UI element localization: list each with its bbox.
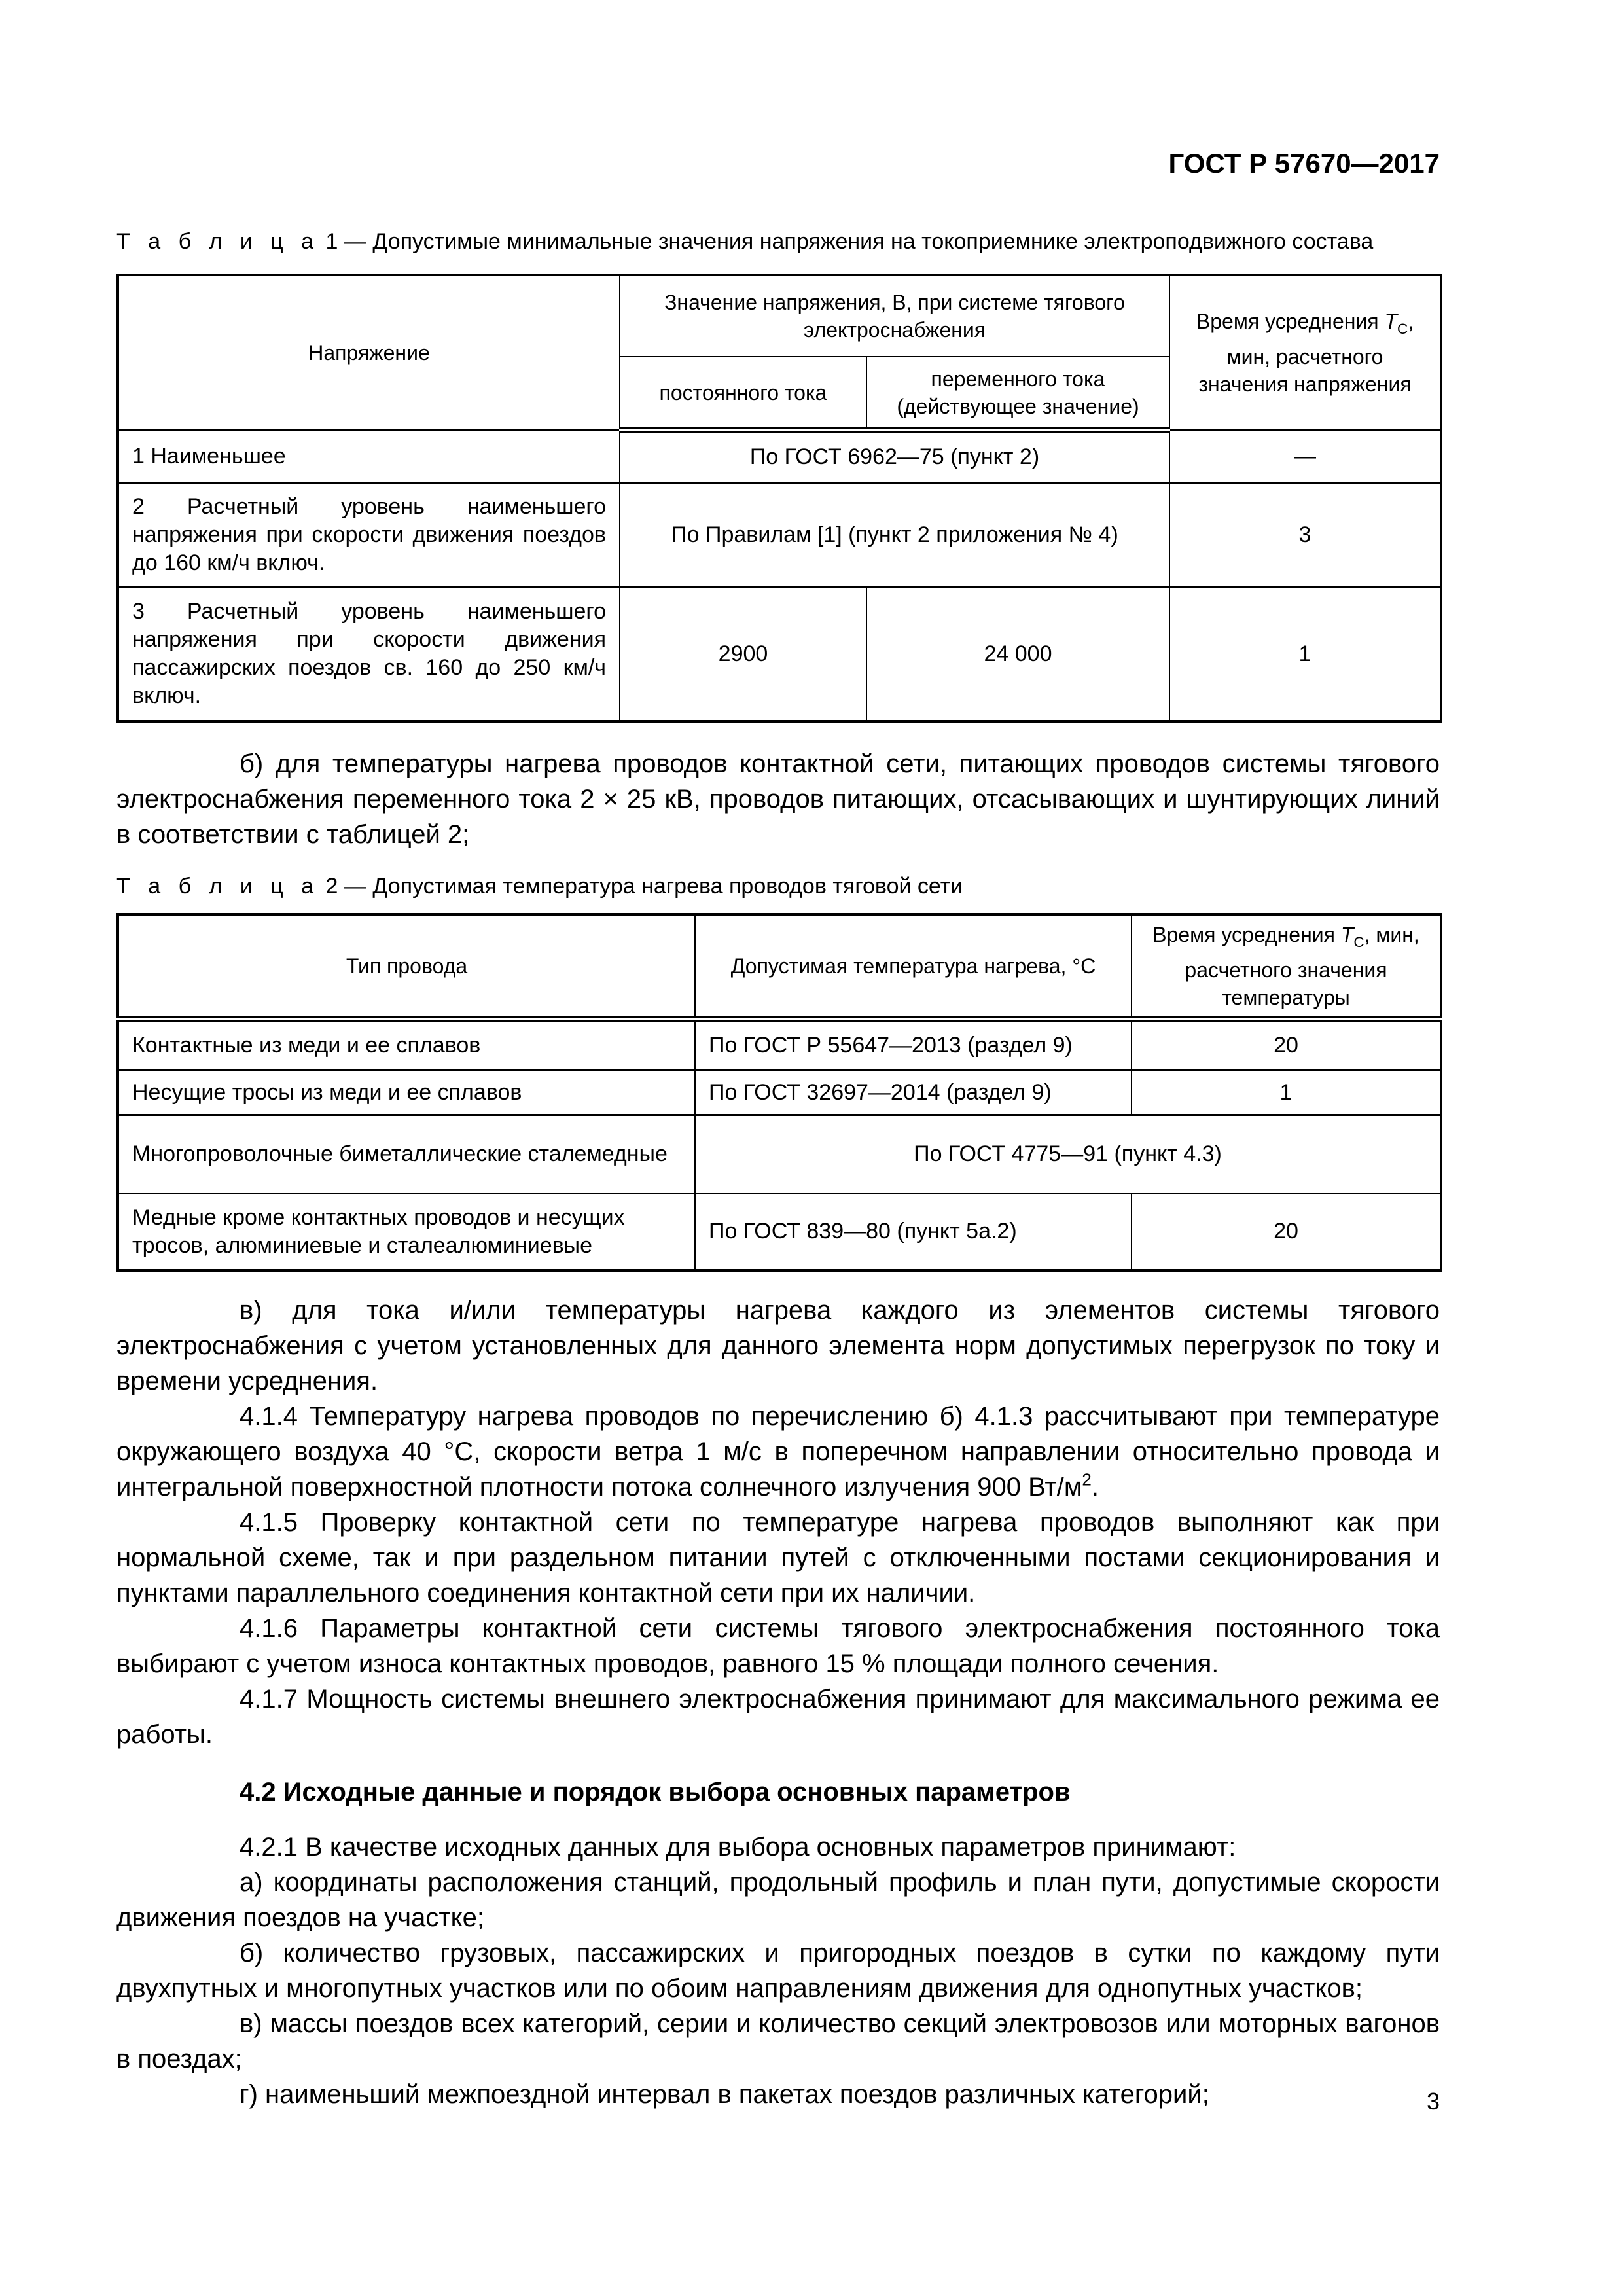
list-item-b: б) количество грузовых, пассажирских и пригородных поездов в сутки по каждому пути двухпутных и многопутных участков или по обоим направлениям движения для однопутных участков; — [116, 1939, 1440, 2003]
table-row — [118, 482, 1441, 587]
avg-time-prefix: Время усреднения — [1196, 309, 1385, 333]
table1-caption — [116, 229, 1373, 255]
table2-cell-wire-type: Контактные из меди и ее сплавов — [118, 1019, 695, 1070]
table1-cell-value: По ГОСТ 6962—75 (пункт 2) — [620, 430, 1169, 482]
avg-time-prefix: Время усреднения — [1152, 923, 1341, 947]
table2-cell-temperature: По ГОСТ Р 55647—2013 (раздел 9) — [695, 1019, 1132, 1070]
list-item-a: а) координаты расположения станций, продольный профиль и план пути, допустимые скорости движения поездов на участке; — [116, 1868, 1440, 1932]
table-row — [118, 1193, 1441, 1270]
paragraph-b: б) для температуры нагрева проводов контактной сети, питающих проводов системы тягового электроснабжения переменного тока 2 × 25 кВ, проводов питающих, отсасывающих и шунтирующих линий в соответствии с таблицей 2; — [116, 749, 1440, 849]
table1 — [116, 274, 1442, 723]
paragraph-4-1-4-text: 4.1.4 Температуру нагрева проводов по перечислению б) 4.1.3 рассчитывают при температуре окружающего воздуха 40 °С, скорости ветра 1 м/с в поперечном направлении относительно провода и интегральной поверхностной плотности потока солнечного излучения 900 Вт/м — [116, 1402, 1440, 1501]
table2-cell-wire-type: Многопроволочные биметаллические сталемедные — [118, 1115, 695, 1193]
table2-cell-temperature: По ГОСТ 839—80 (пункт 5а.2) — [695, 1193, 1132, 1270]
table2-cell-time: 1 — [1132, 1070, 1441, 1115]
table1-header-dc: постоянного тока — [620, 357, 866, 430]
document-code: ГОСТ Р 57670—2017 — [1168, 148, 1440, 179]
table2-cell-wire-type: Медные кроме контактных проводов и несущих тросов, алюминиевые и сталеалюминиевые — [118, 1193, 695, 1270]
table1-cell-dc: 2900 — [620, 587, 866, 721]
table-row — [118, 1115, 1441, 1193]
table1-header-ac: переменного тока (действующее значение) — [866, 357, 1169, 430]
table1-cell-voltage: 3 Расчетный уровень наименьшего напряжения при скорости движения пассажирских поездов св. 160 до 250 км/ч включ. — [118, 587, 620, 721]
table2-cell-wire-type: Несущие тросы из меди и ее сплавов — [118, 1070, 695, 1115]
table2-cell-temperature: По ГОСТ 32697—2014 (раздел 9) — [695, 1070, 1132, 1115]
list-item-v: в) массы поездов всех категорий, серии и количество секций электровозов или моторных вагонов в поездах; — [116, 2009, 1440, 2073]
page-number: 3 — [1426, 2088, 1440, 2115]
table1-cell-voltage: 2 Расчетный уровень наименьшего напряжения при скорости движения поездов до 160 км/ч включ. — [118, 482, 620, 587]
paragraph-4-1-4-end: . — [1091, 1473, 1099, 1501]
paragraph-4-1-7: 4.1.7 Мощность системы внешнего электроснабжения принимают для максимального режима ее работы. — [116, 1685, 1440, 1749]
avg-time-sub: С — [1397, 320, 1408, 337]
superscript: 2 — [1082, 1469, 1092, 1490]
paragraph-v: в) для тока и/или температуры нагрева каждого из элементов системы тягового электроснабжения с учетом установленных для данного элемента норм допустимых перегрузок по току и времени усреднения. — [116, 1296, 1440, 1395]
table1-cell-time: 3 — [1169, 482, 1441, 587]
table2-cell-merged: По ГОСТ 4775—91 (пункт 4.3) — [695, 1115, 1441, 1193]
table-row — [118, 430, 1441, 482]
table1-caption-number: 1 — [325, 229, 338, 254]
table2-cell-time: 20 — [1132, 1019, 1441, 1070]
table1-cell-time: 1 — [1169, 587, 1441, 721]
avg-time-symbol: T — [1340, 923, 1354, 947]
table1-cell-voltage: 1 Наименьшее — [118, 430, 620, 482]
table2-header-temperature: Допустимая температура нагрева, °С — [695, 914, 1132, 1019]
table2-caption-title: — Допустимая температура нагрева проводов тяговой сети — [344, 874, 963, 899]
table1-cell-time: — — [1169, 430, 1441, 482]
paragraph-4-1-5: 4.1.5 Проверку контактной сети по температуре нагрева проводов выполняют как при нормальной схеме, так и при раздельном питании путей с отключенными постами секционирования и пунктами параллельного соединения контактной сети при их наличии. — [116, 1508, 1440, 1607]
body-text — [116, 1293, 1440, 2112]
paragraph-4-2-1: 4.2.1 В качестве исходных данных для выбора основных параметров принимают: — [240, 1833, 1236, 1861]
section-heading-4-2: 4.2 Исходные данные и порядок выбора основных параметров — [240, 1778, 1071, 1806]
table-row — [118, 1019, 1441, 1070]
table2-cell-time: 20 — [1132, 1193, 1441, 1270]
table2 — [116, 913, 1442, 1272]
table2-caption-prefix: Т а б л и ц а — [116, 874, 320, 899]
table1-caption-prefix: Т а б л и ц а — [116, 229, 320, 254]
table2-caption — [116, 874, 963, 899]
table-row — [118, 1070, 1441, 1115]
avg-time-sub: С — [1353, 933, 1364, 950]
table1-caption-title: — Допустимые минимальные значения напряжения на токоприемнике электроподвижного состава — [344, 229, 1374, 254]
table1-header-value-group: Значение напряжения, В, при системе тягового электроснабжения — [620, 275, 1169, 357]
table2-header-wire-type: Тип провода — [118, 914, 695, 1019]
paragraph-4-1-4 — [116, 1399, 1440, 1505]
avg-time-suffix: , мин, расчетного значения напряжения — [1198, 309, 1414, 396]
table1-cell-ac: 24 000 — [866, 587, 1169, 721]
list-item-g: г) наименьший межпоездной интервал в пакетах поездов различных категорий; — [240, 2080, 1209, 2109]
avg-time-suffix: , мин, расчетного значения температуры — [1185, 923, 1419, 1009]
table1-header-avg-time — [1169, 275, 1441, 430]
table1-cell-value: По Правилам [1] (пункт 2 приложения № 4) — [620, 482, 1169, 587]
avg-time-symbol: T — [1384, 309, 1398, 333]
paragraph-b-block — [116, 746, 1440, 852]
table2-caption-number: 2 — [325, 874, 338, 899]
table1-header-voltage: Напряжение — [118, 275, 620, 430]
table2-header-avg-time — [1132, 914, 1441, 1019]
paragraph-4-1-6: 4.1.6 Параметры контактной сети системы тягового электроснабжения постоянного тока выбирают с учетом износа контактных проводов, равного 15 % площади полного сечения. — [116, 1614, 1440, 1678]
table-row — [118, 587, 1441, 721]
